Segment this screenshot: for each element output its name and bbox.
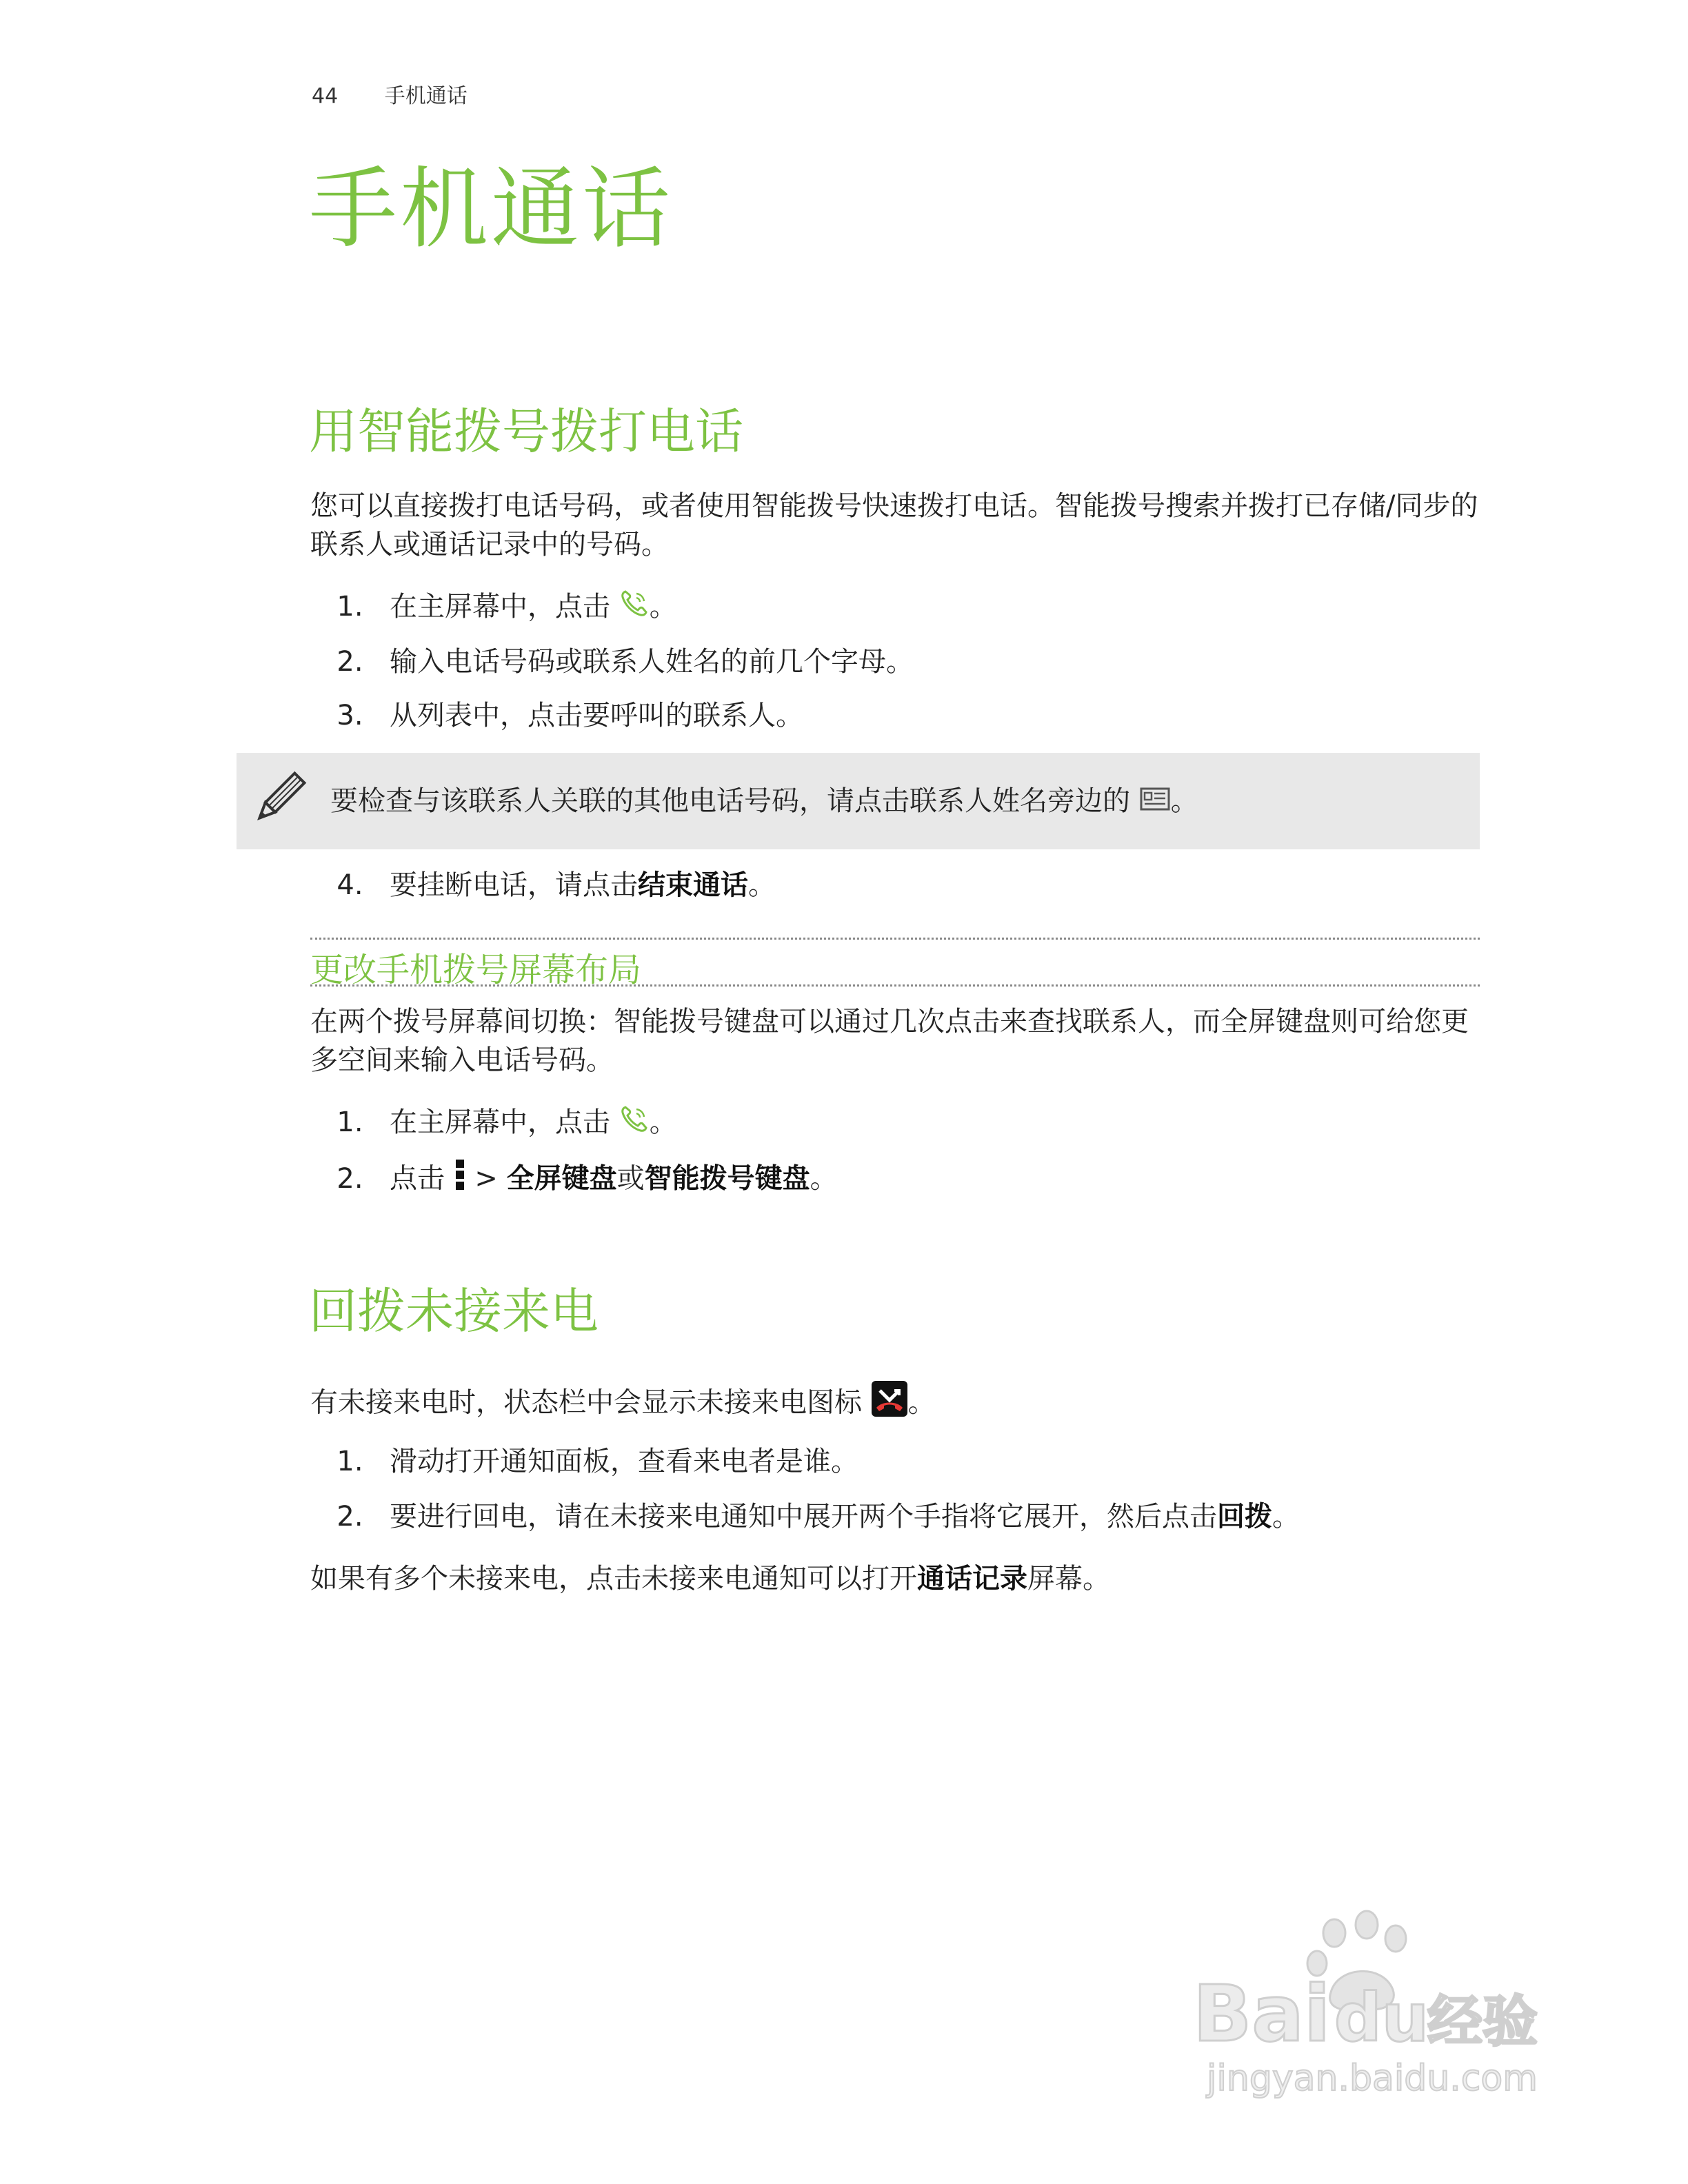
end-call-label: 结束通话	[638, 869, 748, 901]
watermark-logo-text: Bai	[1193, 1970, 1331, 2059]
subsection-rule-bottom	[310, 984, 1480, 987]
section2-step-2	[310, 1497, 1483, 1536]
chapter-title: 手机通话	[309, 158, 674, 261]
step-number: 2.	[336, 646, 363, 678]
step-text: 点击	[390, 1162, 454, 1195]
contact-card-icon	[1139, 783, 1171, 822]
section1-step-4	[310, 866, 1483, 904]
step-text: 从列表中，点击要呼叫的联系人。	[390, 700, 803, 731]
phone-icon	[619, 1104, 650, 1144]
step-text: 在主屏幕中，点击	[390, 591, 619, 623]
section2-outro	[310, 1559, 1483, 1598]
section1-intro	[310, 487, 1483, 564]
subsection-intro	[310, 1002, 1483, 1080]
step-text-end: 。	[1272, 1501, 1300, 1533]
section1-step-1	[310, 587, 1483, 629]
header-section-name: 手机通话	[384, 84, 468, 108]
section1-step-2	[310, 643, 1483, 681]
step-text: 输入电话号码或联系人姓名的前几个字母。	[390, 646, 914, 678]
section1-step-3	[310, 696, 1483, 735]
section2-intro-end: 。	[907, 1386, 936, 1419]
section2-outro-text: 如果有多个未接来电，点击未接来电通知可以打开	[310, 1563, 917, 1595]
watermark-logo-text-du: du	[1334, 1979, 1429, 2056]
full-keyboard-label: 全屏键盘	[506, 1162, 617, 1195]
subsection-intro-line2: 多空间来输入电话号码。	[310, 1044, 614, 1076]
step-number: 4.	[336, 869, 363, 901]
watermark-logo-cn: 经验	[1427, 1990, 1538, 2054]
step-number: 2.	[336, 1501, 363, 1533]
call-back-label: 回拨	[1217, 1501, 1272, 1533]
section1-intro-line2: 联系人或通话记录中的号码。	[310, 529, 669, 560]
step-number: 3.	[336, 700, 363, 731]
section2-intro	[310, 1380, 1483, 1428]
subsection-heading: 更改手机拨号屏幕布局	[310, 951, 642, 989]
step-text-end: 。	[649, 591, 677, 623]
step-number: 1.	[336, 1446, 363, 1477]
missed-call-icon	[871, 1380, 908, 1428]
page-number: 44	[312, 84, 339, 108]
watermark-url: jingyan.baidu.com	[1207, 2058, 1538, 2099]
section2-intro-text: 有未接来电时，状态栏中会显示未接来电图标	[310, 1386, 871, 1419]
step-text: 在主屏幕中，点击	[390, 1106, 619, 1138]
step-text: 滑动打开通知面板，查看来电者是谁。	[390, 1446, 858, 1477]
step-text-mid: 或	[616, 1162, 645, 1195]
pencil-icon	[248, 768, 310, 833]
phone-icon	[619, 588, 650, 629]
subsection-intro-line1: 在两个拨号屏幕间切换：智能拨号键盘可以通过几次点击来查找联系人，而全屏键盘则可给您更	[310, 1006, 1469, 1038]
subsection-step-2	[310, 1158, 1483, 1202]
menu-dots-icon	[454, 1158, 466, 1202]
note-box	[237, 753, 1480, 849]
subsection-rule-top	[310, 938, 1480, 940]
step-text-end: 。	[649, 1106, 677, 1138]
step-number: 2.	[336, 1162, 363, 1195]
smart-dial-keyboard-label: 智能拨号键盘	[644, 1162, 810, 1195]
baidu-watermark	[1186, 1910, 1572, 2103]
note-text-end: 。	[1170, 785, 1198, 817]
step-text-end: 。	[748, 869, 776, 901]
section1-intro-line1: 您可以直接拨打电话号码，或者使用智能拨号快速拨打电话。智能拨号搜索并拨打已存储/同步的	[310, 490, 1478, 522]
step-separator: >	[465, 1162, 507, 1195]
running-header	[312, 79, 468, 109]
section-heading-smart-dial: 用智能拨号拨打电话	[309, 403, 743, 460]
section2-outro-end: 屏幕。	[1027, 1563, 1110, 1595]
step-number: 1.	[336, 591, 363, 623]
subsection-step-1	[310, 1103, 1483, 1144]
section-heading-missed-calls: 回拨未接来电	[309, 1283, 599, 1339]
step-text: 要进行回电，请在未接来电通知中展开两个手指将它展开，然后点击	[390, 1501, 1217, 1533]
call-history-label: 通话记录	[917, 1563, 1027, 1595]
note-text-main: 要检查与该联系人关联的其他电话号码，请点击联系人姓名旁边的	[330, 785, 1139, 817]
step-text-end: 。	[810, 1162, 838, 1195]
step-number: 1.	[336, 1106, 363, 1138]
section2-step-1	[310, 1442, 1483, 1481]
note-text	[330, 782, 1198, 822]
step-text: 要挂断电话，请点击	[390, 869, 638, 901]
